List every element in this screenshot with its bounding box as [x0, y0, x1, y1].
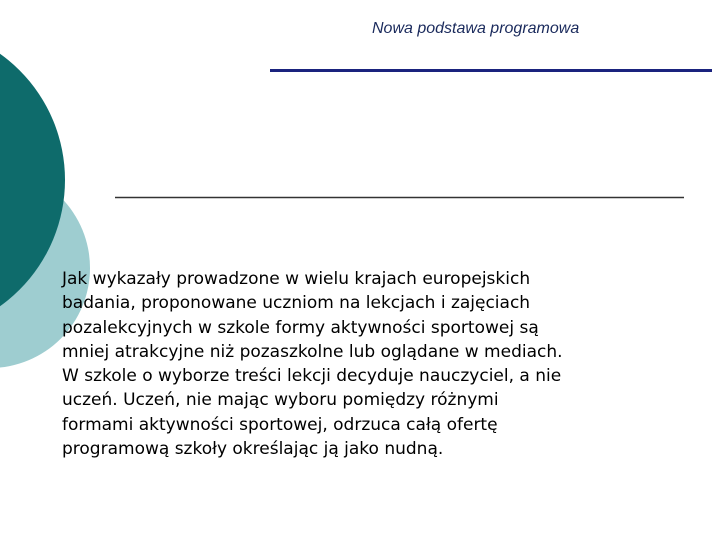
body-line: badania, proponowane uczniom na lekcjach i zajęciach — [62, 293, 531, 314]
body-line: Jak wykazały prowadzone w wielu krajach europejskich — [62, 269, 531, 289]
body-line: programową szkoły określając ją jako nudną. — [62, 439, 444, 460]
body-line: W szkole o wyborze treści lekcji decyduje nauczyciel, a nie — [62, 366, 562, 387]
body-line: uczeń. Uczeń, nie mając wyboru pomiędzy różnymi — [62, 390, 499, 411]
header-title: Nowa podstawa programowa — [372, 20, 580, 37]
body-line: mniej atrakcyjne niż pozaszkolne lub oglądane w mediach. — [62, 341, 563, 362]
body-line: pozalekcyjnych w szkole formy aktywności sportowej są — [62, 317, 539, 338]
body-line: formami aktywności sportowej, odrzuca całą ofertę — [62, 414, 498, 435]
body-paragraph — [62, 267, 672, 461]
